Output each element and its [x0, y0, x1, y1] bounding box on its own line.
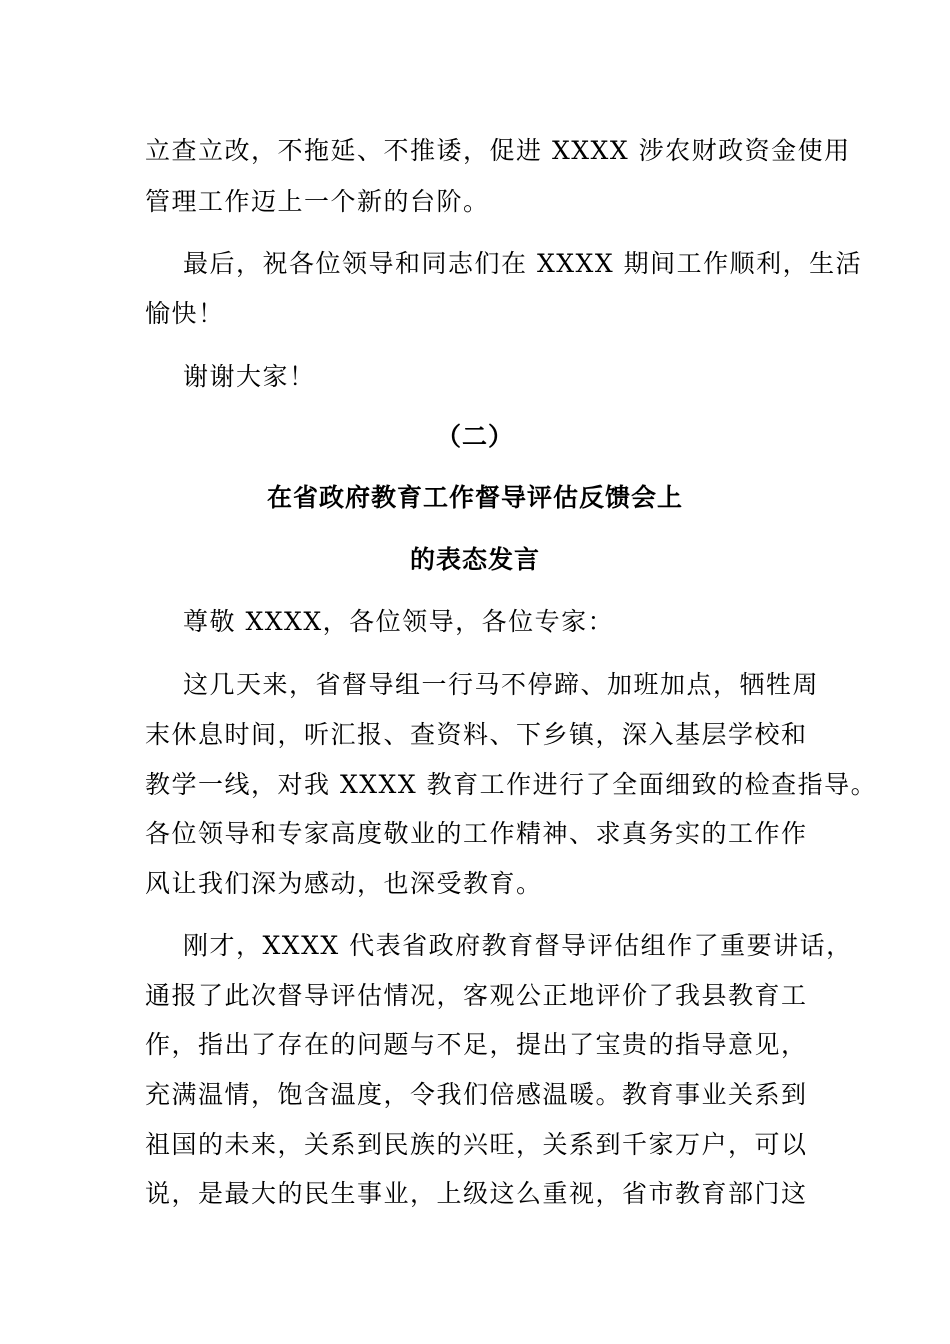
- paragraph-line: 谢谢大家！: [183, 362, 316, 391]
- paragraph-line: 祖国的未来，关系到民族的兴旺，关系到千家万户，可以: [145, 1130, 808, 1159]
- paragraph-line: 末休息时间，听汇报、查资料、下乡镇，深入基层学校和: [145, 720, 808, 749]
- paragraph-line: 各位领导和专家高度敬业的工作精神、求真务实的工作作: [145, 819, 808, 848]
- paragraph-line: 这几天来，省督导组一行马不停蹄、加班加点，牺牲周: [183, 670, 820, 699]
- paragraph-line: 风让我们深为感动，也深受教育。: [145, 869, 543, 898]
- paragraph-line: 最后，祝各位领导和同志们在 XXXX 期间工作顺利，生活: [183, 249, 863, 278]
- paragraph-line: 立查立改，不拖延、不推诿，促进 XXXX 涉农财政资金使用: [145, 136, 851, 165]
- paragraph-line: 管理工作迈上一个新的台阶。: [145, 187, 490, 216]
- section-number: （二）: [435, 422, 514, 451]
- paragraph-line: 刚才，XXXX 代表省政府教育督导评估组作了重要讲话，: [183, 931, 853, 960]
- paragraph-line: 作，指出了存在的问题与不足，提出了宝贵的指导意见，: [145, 1030, 808, 1059]
- salutation: 尊敬 XXXX，各位领导，各位专家：: [183, 607, 615, 636]
- paragraph-line: 通报了此次督导评估情况，客观公正地评价了我县教育工: [145, 981, 808, 1010]
- paragraph-line: 教学一线，对我 XXXX 教育工作进行了全面细致的检查指导。: [145, 770, 878, 799]
- document-title-line-2: 的表态发言: [409, 545, 540, 574]
- paragraph-line: 说，是最大的民生事业，上级这么重视，省市教育部门这: [145, 1179, 808, 1208]
- paragraph-line: 充满温情，饱含温度，令我们倍感温暖。教育事业关系到: [145, 1080, 808, 1109]
- paragraph-line: 愉快！: [145, 299, 225, 328]
- document-title-line-1: 在省政府教育工作督导评估反馈会上: [266, 483, 683, 512]
